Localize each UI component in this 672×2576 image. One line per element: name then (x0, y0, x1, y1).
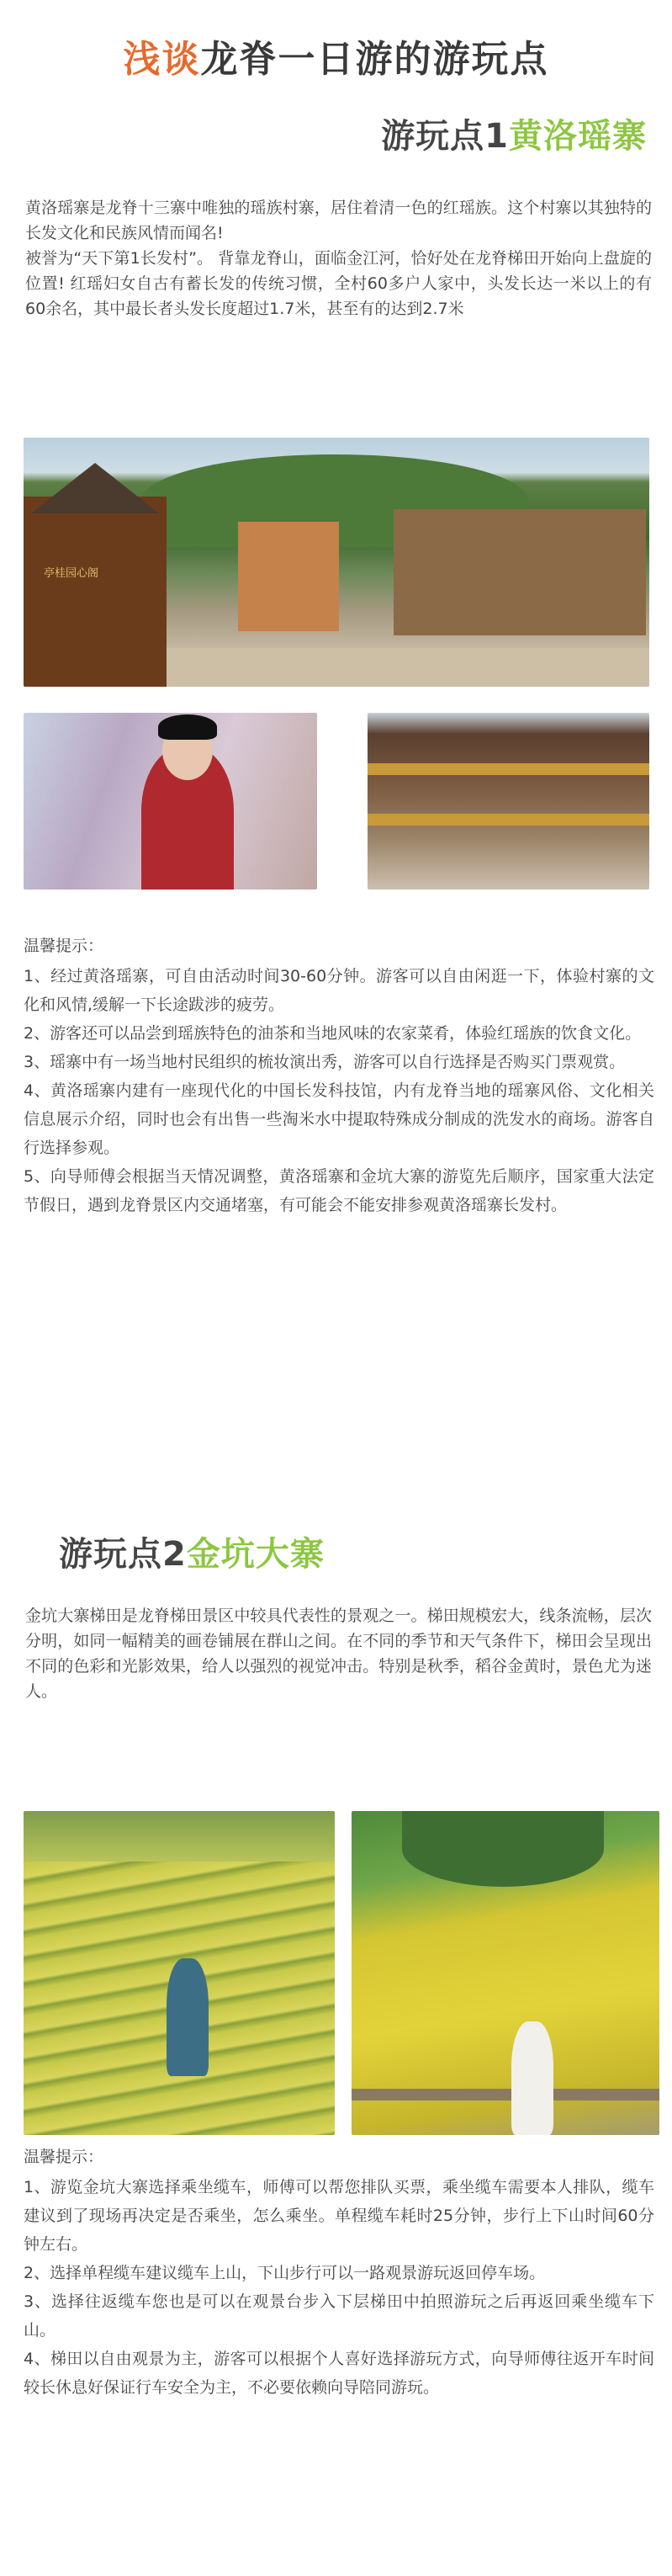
main-title-accent: 浅谈 (123, 38, 201, 81)
section2-intro (25, 1603, 652, 1704)
tip-item: 1、经过黄洛瑶寨，可自由活动时间30-60分钟。游客可以自由闲逛一下，体验村寨的文化和风情,缓解一下长途跋涉的疲劳。 (24, 967, 654, 1014)
tip-item: 1、游览金坑大寨选择乘坐缆车，师傅可以帮您排队买票，乘坐缆车需要本人排队，缆车建议到了现场再决定是否乘坐，怎么乘坐。单程缆车耗时25分钟，步行上下山时间60分钟左右。 (24, 2178, 654, 2254)
background-trees (24, 1811, 335, 1862)
wooden-fence (352, 2089, 659, 2101)
golden-terrace-photo (352, 1811, 659, 2135)
section1-title-prefix: 游玩点1 (381, 117, 509, 156)
shop-street-photo (368, 713, 649, 890)
tip-item: 4、梯田以自由观景为主，游客可以根据个人喜好选择游玩方式，向导师傅往返开车时间较长休息好保证行车安全为主，不必要依赖向导陪同游玩。 (24, 2350, 654, 2397)
section1-intro-paragraph: 黄洛瑶寨是龙脊十三寨中唯独的瑶族村寨，居住着清一色的红瑶族。这个村寨以其独特的长发文化和民族风情而闻名! (25, 199, 652, 242)
section2-title (59, 1527, 325, 1575)
section1-title (381, 109, 647, 157)
pavilion-building (24, 497, 167, 687)
section1-tips (24, 932, 654, 1219)
woman-figure (167, 1958, 209, 2076)
tip-item: 3、瑶寨中有一场当地村民组织的梳妆演出秀，游客可以自行选择是否购买门票观赏。 (24, 1053, 626, 1071)
main-title (0, 29, 672, 82)
tip-item: 2、游客还可以品尝到瑶族特色的油茶和当地风味的农家菜肴，体验红瑶族的饮食文化。 (24, 1024, 642, 1043)
shop-sign-band (368, 763, 649, 775)
village-photo (24, 438, 649, 687)
main-title-rest: 龙脊一日游的游玩点 (200, 38, 549, 81)
wooden-house (394, 509, 646, 635)
section2-tips (24, 2143, 654, 2402)
shop-sign-band (368, 814, 649, 826)
section1-intro (25, 195, 652, 321)
tips-title: 温馨提示： (24, 2148, 104, 2166)
tree-canopy (402, 1811, 604, 1887)
wooden-house (238, 522, 339, 631)
section1-title-highlight: 黄洛瑶寨 (509, 117, 647, 156)
riverbank (167, 648, 649, 687)
red-yao-woman-photo (24, 713, 317, 890)
tip-item: 5、向导师傅会根据当天情况调整，黄洛瑶寨和金坑大寨的游览先后顺序，国家重大法定节假日，遇到龙脊景区内交通堵塞，有可能会不能安排参观黄洛瑶寨长发村。 (24, 1167, 654, 1214)
section2-intro-paragraph: 金坑大寨梯田是龙脊梯田景区中较具代表性的景观之一。梯田规模宏大，线条流畅，层次分明，如同一幅精美的画卷铺展在群山之间。在不同的季节和天气条件下，梯田会呈现出不同的色彩和光影效果，给人以强烈的视觉冲击。特别是秋季，稻谷金黄时，景色尤为迷人。 (25, 1607, 652, 1701)
woman-figure (511, 2021, 553, 2135)
woman-headwrap (158, 714, 217, 740)
photo-sign: 亭桂园心阁 (44, 567, 99, 580)
tip-item: 3、选择往返缆车您也是可以在观景台步入下层梯田中拍照游玩之后再返回乘坐缆车下山。 (24, 2292, 654, 2340)
terrace-woman-photo (24, 1811, 335, 2135)
section2-title-highlight: 金坑大寨 (186, 1535, 325, 1574)
section1-intro-paragraph: 被誉为“天下第1长发村”。 背靠龙脊山，面临金江河，恰好处在龙脊梯田开始向上盘旋的位置! 红瑶妇女自古有蓄长发的传统习惯，全村60多户人家中，头发长达一米以上的有60余名，其中最长者头发长度超过1.7米，甚至有的达到2.7米 (25, 249, 652, 318)
section2-title-prefix: 游玩点2 (59, 1535, 187, 1574)
tip-item: 4、黄洛瑶寨内建有一座现代化的中国长发科技馆，内有龙脊当地的瑶寨风俗、文化相关信息展示介绍，同时也会有出售一些淘米水中提取特殊成分制成的洗发水的商场。游客自行选择参观。 (24, 1081, 654, 1157)
tip-item: 2、选择单程缆车建议缆车上山，下山步行可以一路观景游玩返回停车场。 (24, 2264, 546, 2282)
tips-title: 温馨提示： (24, 937, 104, 955)
